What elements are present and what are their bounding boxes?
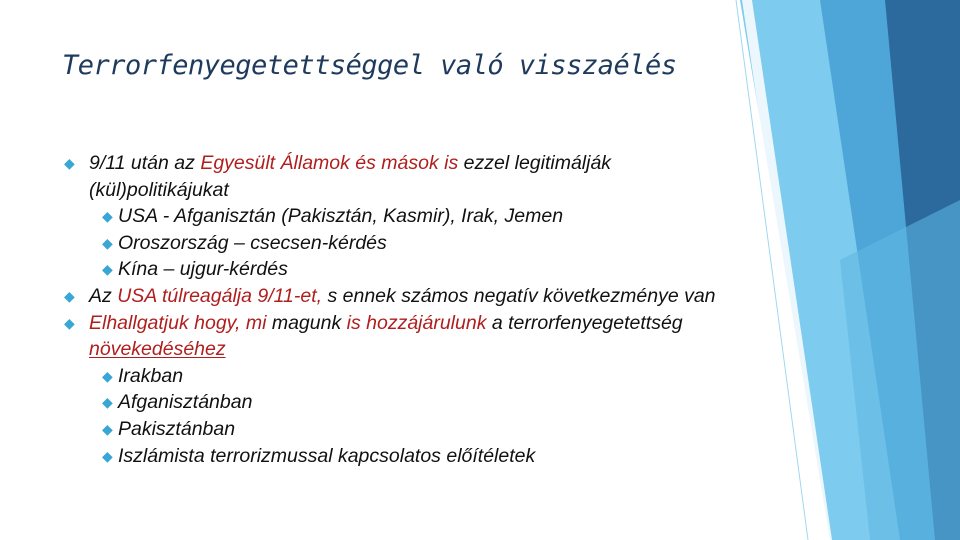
bullet-text: ezzel legitimálják (kül)politikájukat bbox=[89, 152, 612, 201]
sub-bullet-text: Kína – ujgur-kérdés bbox=[118, 258, 288, 281]
sub-bullet-text: Oroszország – csecsen-kérdés bbox=[118, 231, 387, 254]
bullet-text: a terrorfenyegetettség bbox=[486, 311, 683, 334]
bullet-item bbox=[64, 310, 744, 363]
sub-bullet-text: Irakban bbox=[118, 364, 184, 387]
bullet-highlight: USA túlreagálja 9/11-et, bbox=[117, 284, 323, 307]
bullet-highlight: Egyesült Államok és mások is bbox=[200, 152, 459, 174]
sub-bullet-item bbox=[64, 389, 744, 416]
sub-bullet-text: USA - Afganisztán (Pakisztán, Kasmir), Irak, Jemen bbox=[118, 205, 564, 228]
bullet-highlight-underlined: növekedéséhez bbox=[89, 338, 226, 361]
bullet-highlight: is hozzájárulunk bbox=[346, 311, 487, 334]
diamond-arrow-icon: ◆ bbox=[102, 447, 113, 464]
sub-bullet-item bbox=[64, 230, 744, 257]
bullet-highlight: Elhallgatjuk hogy, mi bbox=[89, 311, 267, 334]
slide-title: Terrorfenyegetettséggel való visszaélés bbox=[62, 50, 677, 81]
diamond-arrow-icon: ◆ bbox=[102, 367, 113, 384]
bullet-text: Az bbox=[89, 284, 118, 307]
diamond-arrow-icon: ◆ bbox=[64, 287, 75, 304]
slide-body bbox=[64, 150, 744, 469]
bullet-item bbox=[64, 150, 744, 203]
bullet-item bbox=[64, 283, 744, 310]
sub-bullet-text: Pakisztánban bbox=[118, 417, 236, 440]
sub-bullet-item bbox=[64, 203, 744, 230]
bullet-text: 9/11 után az bbox=[89, 152, 201, 174]
diamond-arrow-icon: ◆ bbox=[102, 261, 113, 278]
diamond-arrow-icon: ◆ bbox=[102, 420, 113, 437]
bullet-text: magunk bbox=[266, 311, 347, 334]
sub-bullet-item bbox=[64, 256, 744, 283]
diamond-arrow-icon: ◆ bbox=[102, 394, 113, 411]
diamond-arrow-icon: ◆ bbox=[64, 314, 75, 331]
diamond-arrow-icon: ◆ bbox=[64, 155, 75, 171]
diamond-arrow-icon: ◆ bbox=[102, 234, 113, 251]
sub-bullet-item bbox=[64, 416, 744, 443]
sub-bullet-text: Afganisztánban bbox=[118, 391, 253, 414]
sub-bullet-item bbox=[64, 363, 744, 390]
diamond-arrow-icon: ◆ bbox=[102, 208, 113, 225]
sub-bullet-text: Iszlámista terrorizmussal kapcsolatos előítéletek bbox=[118, 444, 536, 467]
bullet-text: s ennek számos negatív következménye van bbox=[322, 284, 716, 307]
sub-bullet-item bbox=[64, 443, 744, 470]
